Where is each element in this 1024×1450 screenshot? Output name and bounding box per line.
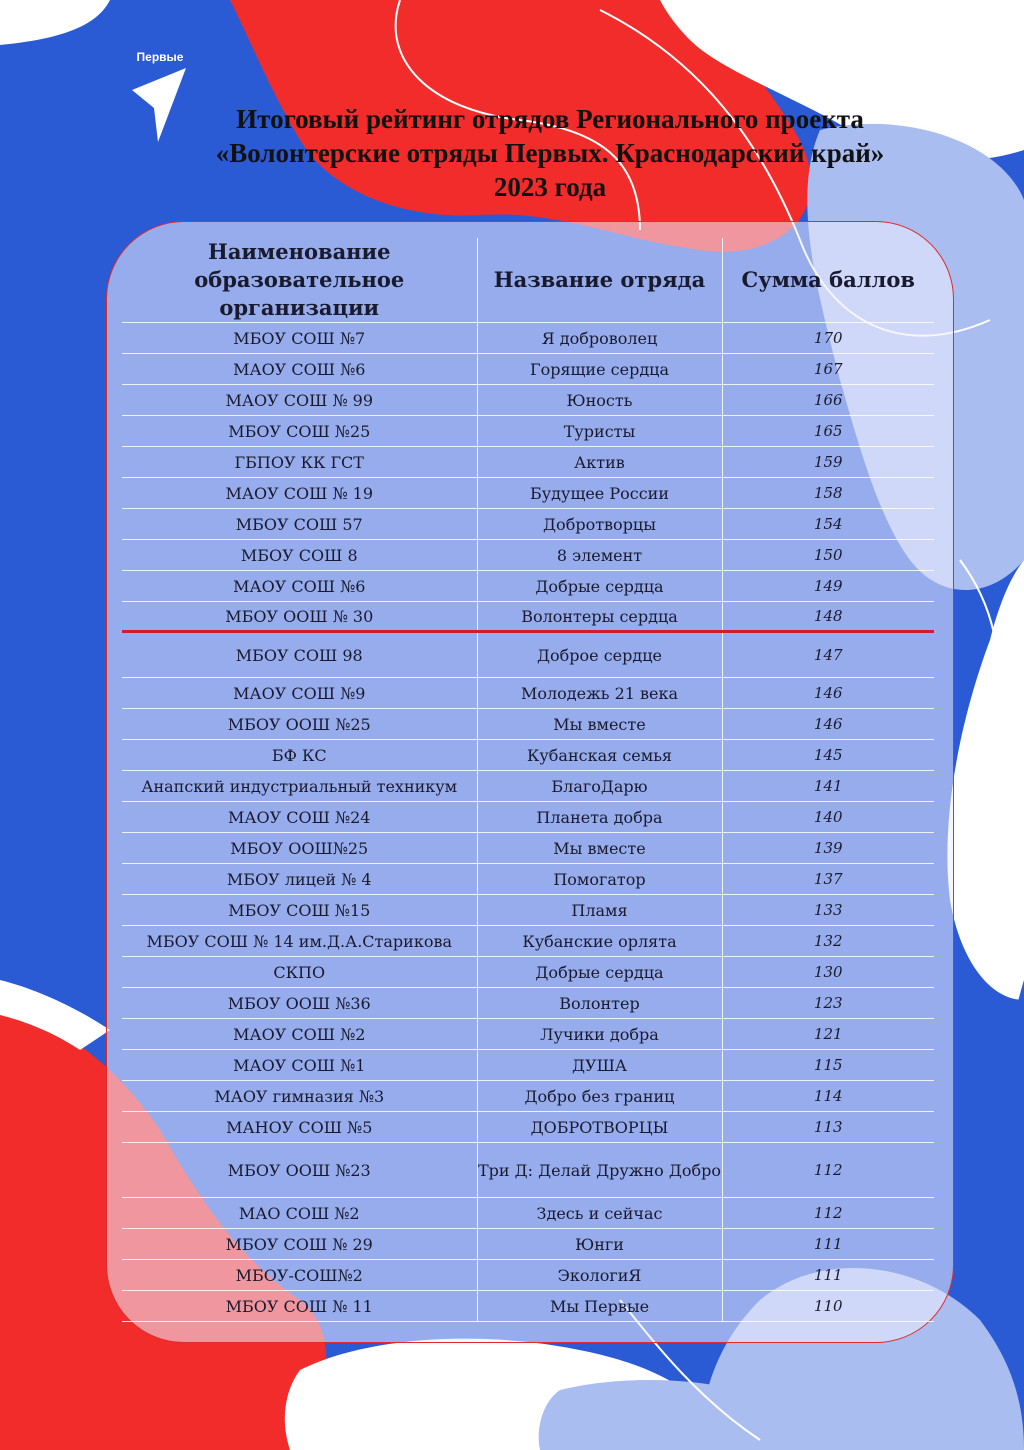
cell-team-name: Доброе сердце [477,632,722,678]
table-row [122,1112,934,1143]
cell-organization: ГБПОУ КК ГСТ [122,447,477,478]
table-header-row [122,238,934,323]
cell-organization: МБОУ СОШ 57 [122,509,477,540]
cell-organization: МБОУ ООШ №23 [122,1143,477,1198]
table-row [122,1143,934,1198]
cell-team-name: Добрые сердца [477,957,722,988]
table-row [122,1019,934,1050]
title-line-2: «Волонтерские отряды Первых. Краснодарский край» [215,138,885,168]
cell-score: 132 [722,926,934,957]
cell-score: 167 [722,354,934,385]
table-row [122,416,934,447]
table-row [122,895,934,926]
cell-team-name: Юнги [477,1229,722,1260]
cell-score: 110 [722,1291,934,1322]
cell-score: 137 [722,864,934,895]
cell-team-name: Я доброволец [477,323,722,354]
cell-team-name: ЭкологиЯ [477,1260,722,1291]
cell-score: 113 [722,1112,934,1143]
cell-organization: МБОУ СОШ №15 [122,895,477,926]
title-line-3: 2023 года [493,172,607,202]
table-row [122,1229,934,1260]
cell-organization: МАОУ СОШ №6 [122,354,477,385]
cell-score: 148 [722,602,934,632]
cell-team-name: Три Д: Делай Дружно Добро [477,1143,722,1198]
cell-score: 112 [722,1198,934,1229]
cell-team-name: Молодежь 21 века [477,678,722,709]
cell-organization: СКПО [122,957,477,988]
table-row [122,1260,934,1291]
cell-organization: МБОУ ООШ№25 [122,833,477,864]
table-row [122,926,934,957]
cell-score: 111 [722,1260,934,1291]
cell-team-name: Кубанские орлята [477,926,722,957]
cell-team-name: Актив [477,447,722,478]
table-row [122,1081,934,1112]
cell-organization: МБОУ лицей № 4 [122,864,477,895]
cell-organization: МАОУ гимназия №3 [122,1081,477,1112]
cell-organization: МБОУ СОШ № 29 [122,1229,477,1260]
table-row [122,354,934,385]
cell-score: 149 [722,571,934,602]
table-row [122,802,934,833]
cell-score: 114 [722,1081,934,1112]
cell-score: 139 [722,833,934,864]
cell-team-name: Лучики добра [477,1019,722,1050]
table-row [122,447,934,478]
page-title [150,102,950,204]
cell-team-name: Кубанская семья [477,740,722,771]
cell-organization: БФ КС [122,740,477,771]
cell-score: 146 [722,709,934,740]
cell-organization: МАОУ СОШ №2 [122,1019,477,1050]
cell-score: 115 [722,1050,934,1081]
cell-score: 111 [722,1229,934,1260]
table-row [122,988,934,1019]
table-row [122,478,934,509]
table-row [122,385,934,416]
cell-organization: МБОУ СОШ №7 [122,323,477,354]
cell-score: 123 [722,988,934,1019]
rating-table [122,238,934,1322]
cell-organization: МБОУ СОШ 8 [122,540,477,571]
cell-team-name: Будущее России [477,478,722,509]
cell-team-name: Волонтер [477,988,722,1019]
cell-organization: МБОУ СОШ №25 [122,416,477,447]
cell-team-name: Горящие сердца [477,354,722,385]
cell-team-name: Добро без границ [477,1081,722,1112]
cell-organization: МАОУ СОШ № 99 [122,385,477,416]
cell-team-name: Мы вместе [477,833,722,864]
cell-score: 165 [722,416,934,447]
cell-score: 146 [722,678,934,709]
cell-team-name: ДУША [477,1050,722,1081]
cell-score: 141 [722,771,934,802]
cell-score: 150 [722,540,934,571]
table-row [122,709,934,740]
table-row [122,864,934,895]
table-row [122,323,934,354]
cell-team-name: Волонтеры сердца [477,602,722,632]
table-row [122,632,934,678]
cell-organization: МБОУ-СОШ№2 [122,1260,477,1291]
header-score: Сумма баллов [722,238,934,323]
cell-score: 133 [722,895,934,926]
cell-team-name: Туристы [477,416,722,447]
cell-score: 121 [722,1019,934,1050]
cell-score: 166 [722,385,934,416]
table-row [122,678,934,709]
cell-organization: Анапский индустриальный техникум [122,771,477,802]
cell-score: 130 [722,957,934,988]
cell-organization: МАНОУ СОШ №5 [122,1112,477,1143]
table-row [122,771,934,802]
logo-text: Первые [136,50,184,64]
table-row [122,602,934,632]
cell-score: 159 [722,447,934,478]
cell-score: 170 [722,323,934,354]
cell-score: 140 [722,802,934,833]
cell-score: 158 [722,478,934,509]
cell-team-name: БлагоДарю [477,771,722,802]
cell-team-name: Здесь и сейчас [477,1198,722,1229]
cell-organization: МБОУ ООШ №25 [122,709,477,740]
cell-organization: МАОУ СОШ №1 [122,1050,477,1081]
cell-organization: МАО СОШ №2 [122,1198,477,1229]
cell-organization: МАОУ СОШ №9 [122,678,477,709]
table-row [122,1050,934,1081]
cell-team-name: Пламя [477,895,722,926]
cell-team-name: Помогатор [477,864,722,895]
cell-organization: МБОУ СОШ 98 [122,632,477,678]
cell-score: 145 [722,740,934,771]
table-row [122,509,934,540]
cell-organization: МБОУ СОШ № 11 [122,1291,477,1322]
cell-team-name: Добрые сердца [477,571,722,602]
cell-team-name: Мы Первые [477,1291,722,1322]
cell-organization: МАОУ СОШ №24 [122,802,477,833]
table-row [122,740,934,771]
cell-organization: МАОУ СОШ № 19 [122,478,477,509]
cell-team-name: ДОБРОТВОРЦЫ [477,1112,722,1143]
title-line-1: Итоговый рейтинг отрядов Регионального проекта [236,104,864,134]
header-team-name: Название отряда [477,238,722,323]
cell-score: 154 [722,509,934,540]
cell-team-name: Планета добра [477,802,722,833]
cell-team-name: Юность [477,385,722,416]
cell-organization: МБОУ ООШ №36 [122,988,477,1019]
table-row [122,571,934,602]
cell-team-name: Добротворцы [477,509,722,540]
table-row [122,1291,934,1322]
cell-score: 147 [722,632,934,678]
cell-organization: МБОУ СОШ № 14 им.Д.А.Старикова [122,926,477,957]
table-row [122,1198,934,1229]
cell-score: 112 [722,1143,934,1198]
cell-organization: МБОУ ООШ № 30 [122,602,477,632]
cell-team-name: Мы вместе [477,709,722,740]
cell-team-name: 8 элемент [477,540,722,571]
cell-organization: МАОУ СОШ №6 [122,571,477,602]
table-row [122,833,934,864]
header-organization: Наименование образовательное организации [122,238,477,323]
table-row [122,540,934,571]
table-row [122,957,934,988]
